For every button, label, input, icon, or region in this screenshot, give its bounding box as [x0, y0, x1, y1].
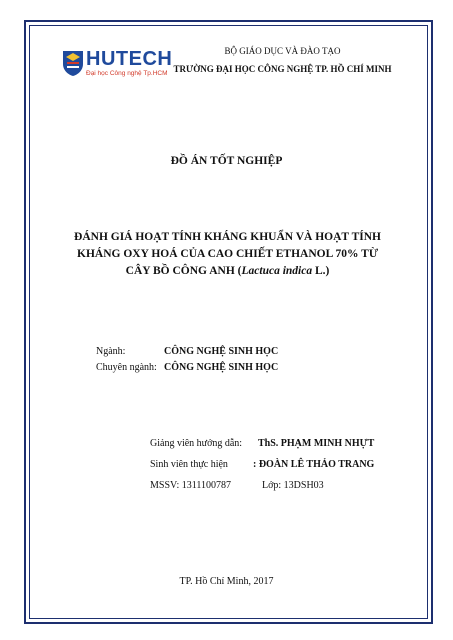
- major-row: [96, 346, 278, 357]
- thesis-title: [55, 229, 400, 280]
- title-line-3: [55, 263, 400, 280]
- logo-tagline: Đại học Công nghệ Tp.HCM: [86, 70, 168, 77]
- student-id-row: [150, 480, 324, 491]
- specialization-row: [96, 362, 278, 373]
- supervisor-row: [150, 438, 374, 449]
- place-date: TP. Hồ Chí Minh, 2017: [179, 576, 274, 587]
- specialization-value: CÔNG NGHỆ SINH HỌC: [164, 362, 279, 373]
- title-line-3-suffix: L.): [312, 265, 330, 277]
- ministry-name: BỘ GIÁO DỤC VÀ ĐÀO TẠO: [224, 46, 341, 56]
- student-id: MSSV: 1311100787: [150, 480, 232, 491]
- major-label: Ngành:: [96, 346, 126, 357]
- species-name: Lactuca indica: [241, 265, 313, 277]
- logo-wordmark: HUTECH: [86, 48, 173, 70]
- hutech-logo: [62, 48, 173, 89]
- shield-icon: [62, 49, 84, 77]
- title-line-2: KHÁNG OXY HOÁ CỦA CAO CHIẾT ETHANOL 70% TỪ: [77, 248, 378, 260]
- student-row: [150, 459, 374, 470]
- document-type: ĐỒ ÁN TỐT NGHIỆP: [170, 155, 283, 167]
- specialization-label: Chuyên ngành:: [96, 362, 157, 373]
- supervisor-value: ThS. PHẠM MINH NHỰT: [258, 438, 375, 449]
- title-line-1: ĐÁNH GIÁ HOẠT TÍNH KHÁNG KHUẨN VÀ HOẠT TÍNH: [74, 231, 381, 243]
- title-line-3-prefix: CÂY BỒ CÔNG ANH (: [125, 265, 242, 277]
- major-value: CÔNG NGHỆ SINH HỌC: [164, 346, 279, 357]
- page-border-inner: [29, 25, 428, 619]
- student-label: Sinh viên thực hiện: [150, 459, 228, 470]
- university-name: TRƯỜNG ĐẠI HỌC CÔNG NGHỆ TP. HỒ CHÍ MINH: [173, 64, 392, 74]
- student-value: : ĐOÀN LÊ THẢO TRANG: [253, 459, 375, 470]
- supervisor-label: Giảng viên hướng dẫn:: [150, 438, 243, 449]
- class-label: Lớp: 13DSH03: [262, 480, 324, 491]
